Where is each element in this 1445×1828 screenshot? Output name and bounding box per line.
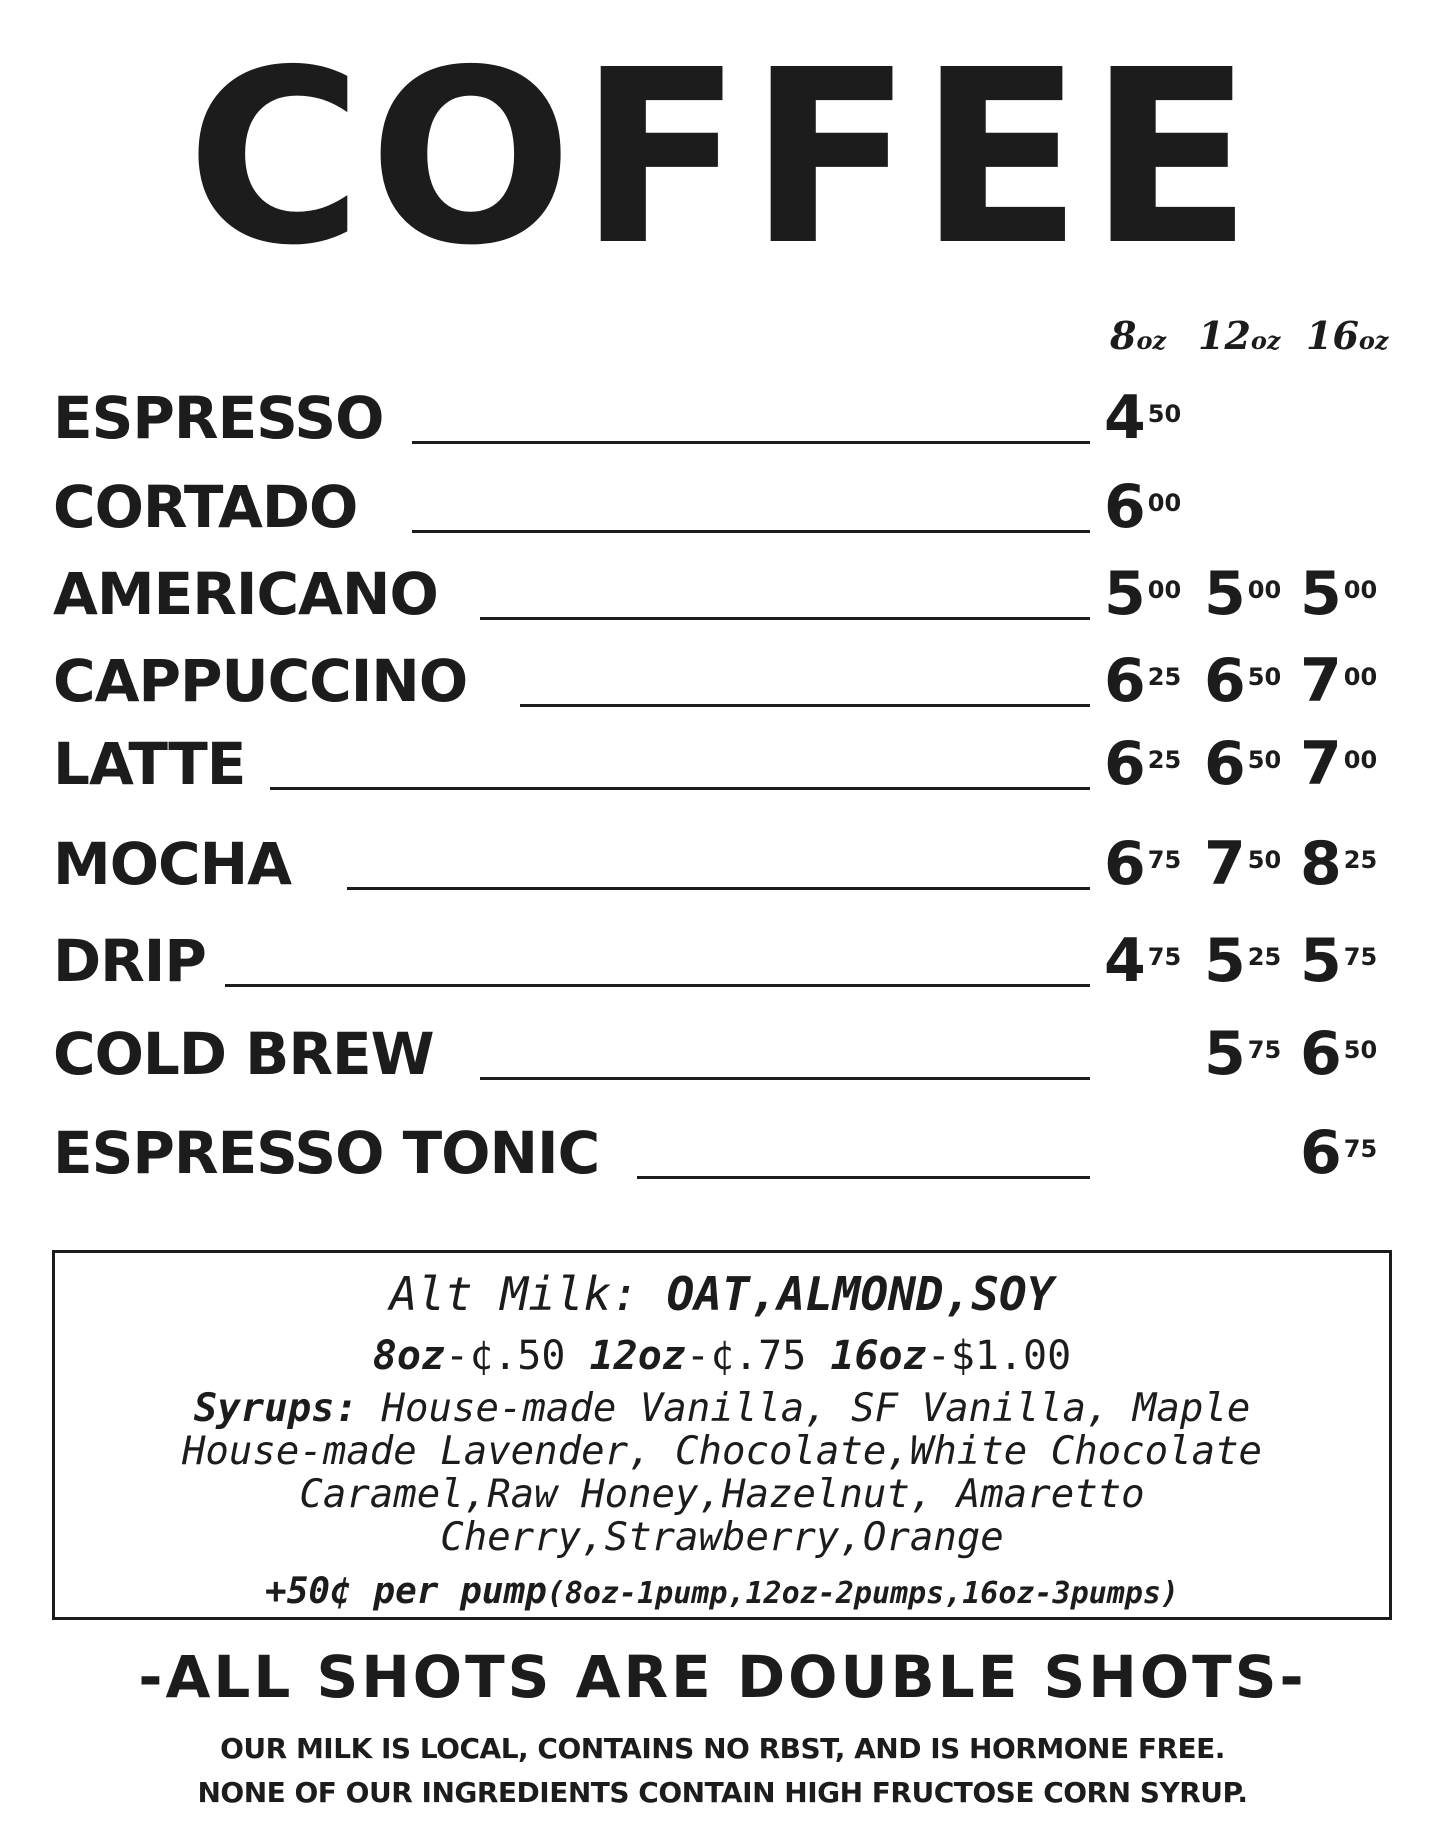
price-16oz	[1300, 829, 1377, 914]
price-dollars: 5	[1204, 559, 1246, 629]
price-dollars: 6	[1104, 646, 1146, 716]
price-dollars: 5	[1300, 559, 1342, 629]
menu-item-row	[0, 926, 1445, 996]
price-cents: 50	[1247, 746, 1282, 774]
price-dollars: 6	[1300, 1019, 1342, 1089]
menu-item-row	[0, 829, 1445, 899]
ingredients-note: NONE OF OUR INGREDIENTS CONTAIN HIGH FRUCTOSE CORN SYRUP.	[197, 1776, 1248, 1809]
price-16oz	[1300, 559, 1377, 644]
price-dollars: 6	[1300, 1118, 1342, 1188]
price-8oz	[1104, 472, 1181, 557]
price-cents: 25	[1343, 846, 1378, 874]
menu-item-row	[0, 383, 1445, 453]
menu-item-name: COLD BREW	[53, 1020, 434, 1088]
addons-box	[52, 1250, 1392, 1620]
size-header-16oz: 16oz	[1306, 313, 1389, 358]
price-cents: 50	[1247, 663, 1282, 691]
price-dollars: 5	[1204, 926, 1246, 996]
leader-line	[520, 704, 1090, 707]
menu-item-name: LATTE	[53, 730, 246, 798]
leader-line	[412, 441, 1090, 444]
price-cents: 25	[1147, 746, 1182, 774]
price-dollars: 6	[1104, 472, 1146, 542]
price-dollars: 8	[1300, 829, 1342, 899]
price-dollars: 5	[1104, 559, 1146, 629]
price-12oz	[1204, 729, 1281, 814]
price-cents: 25	[1247, 943, 1282, 971]
syrups-line-3: Caramel,Raw Honey,Hazelnut, Amaretto	[299, 1472, 1145, 1517]
price-cents: 00	[1147, 489, 1182, 517]
leader-line	[270, 787, 1090, 790]
price-cents: 50	[1147, 400, 1182, 428]
syrups-list	[55, 1387, 1389, 1559]
price-12oz	[1204, 926, 1281, 1011]
syrups-line-1: Syrups: House-made Vanilla, SF Vanilla, Maple	[193, 1386, 1251, 1431]
price-16oz	[1300, 1118, 1377, 1203]
syrups-line-4: Cherry,Strawberry,Orange	[440, 1515, 1004, 1560]
price-8oz	[1104, 559, 1181, 644]
price-cents: 75	[1343, 1135, 1378, 1163]
price-dollars: 5	[1300, 926, 1342, 996]
price-dollars: 6	[1204, 729, 1246, 799]
milk-note: OUR MILK IS LOCAL, CONTAINS NO RBST, AND IS HORMONE FREE.	[220, 1732, 1225, 1765]
price-cents: 50	[1343, 1036, 1378, 1064]
price-cents: 00	[1147, 576, 1182, 604]
alt-milk-options: OAT,ALMOND,SOY	[666, 1267, 1055, 1321]
price-cents: 00	[1247, 576, 1282, 604]
price-16oz	[1300, 926, 1377, 1011]
price-cents: 00	[1343, 746, 1378, 774]
pump-price-line: +50¢ per pump(8oz-1pump,12oz-2pumps,16oz-3pumps)	[265, 1571, 1179, 1612]
leader-line	[347, 887, 1090, 890]
menu-item-name: CAPPUCCINO	[53, 647, 468, 715]
menu-item-name: MOCHA	[53, 830, 292, 898]
leader-line	[480, 617, 1090, 620]
price-cents: 75	[1343, 943, 1378, 971]
price-dollars: 7	[1300, 646, 1342, 716]
menu-item-row	[0, 559, 1445, 629]
leader-line	[637, 1176, 1090, 1179]
price-dollars: 6	[1104, 729, 1146, 799]
price-dollars: 6	[1204, 646, 1246, 716]
menu-title: COFFEE	[186, 18, 1259, 298]
menu-item-row	[0, 1019, 1445, 1089]
price-16oz	[1300, 646, 1377, 731]
price-dollars: 6	[1104, 829, 1146, 899]
milk-price-line: 8oz-¢.50 12oz-¢.75 16oz-$1.00	[372, 1333, 1072, 1379]
price-dollars: 4	[1104, 383, 1146, 453]
price-12oz	[1204, 829, 1281, 914]
price-cents: 00	[1343, 663, 1378, 691]
menu-item-name: ESPRESSO	[53, 384, 384, 452]
menu-item-name: AMERICANO	[53, 560, 438, 628]
menu-item-row	[0, 729, 1445, 799]
price-cents: 00	[1343, 576, 1378, 604]
price-12oz	[1204, 1019, 1281, 1104]
alt-milk-label: Alt Milk:	[389, 1267, 639, 1321]
menu-item-row	[0, 1118, 1445, 1188]
menu-item-row	[0, 646, 1445, 716]
price-cents: 75	[1147, 943, 1182, 971]
leader-line	[412, 530, 1090, 533]
price-cents: 50	[1247, 846, 1282, 874]
syrups-line-2: House-made Lavender, Chocolate,White Chocolate	[181, 1429, 1263, 1474]
size-header-8oz: 8oz	[1110, 313, 1167, 358]
price-dollars: 7	[1204, 829, 1246, 899]
menu-item-name: ESPRESSO TONIC	[53, 1119, 600, 1187]
menu-item-name: DRIP	[53, 927, 206, 995]
price-dollars: 7	[1300, 729, 1342, 799]
price-8oz	[1104, 829, 1181, 914]
price-16oz	[1300, 1019, 1377, 1104]
price-8oz	[1104, 383, 1181, 468]
price-8oz	[1104, 646, 1181, 731]
price-dollars: 4	[1104, 926, 1146, 996]
size-header-12oz: 12oz	[1198, 313, 1281, 358]
double-shots-headline: -ALL SHOTS ARE DOUBLE SHOTS-	[138, 1643, 1307, 1711]
menu-item-name: CORTADO	[53, 473, 358, 541]
leader-line	[480, 1077, 1090, 1080]
price-cents: 25	[1147, 663, 1182, 691]
leader-line	[225, 984, 1090, 987]
menu-item-row	[0, 472, 1445, 542]
price-cents: 75	[1247, 1036, 1282, 1064]
price-12oz	[1204, 646, 1281, 731]
price-dollars: 5	[1204, 1019, 1246, 1089]
price-cents: 75	[1147, 846, 1182, 874]
price-16oz	[1300, 729, 1377, 814]
alt-milk-line	[55, 1267, 1389, 1321]
price-8oz	[1104, 729, 1181, 814]
price-12oz	[1204, 559, 1281, 644]
price-8oz	[1104, 926, 1181, 1011]
